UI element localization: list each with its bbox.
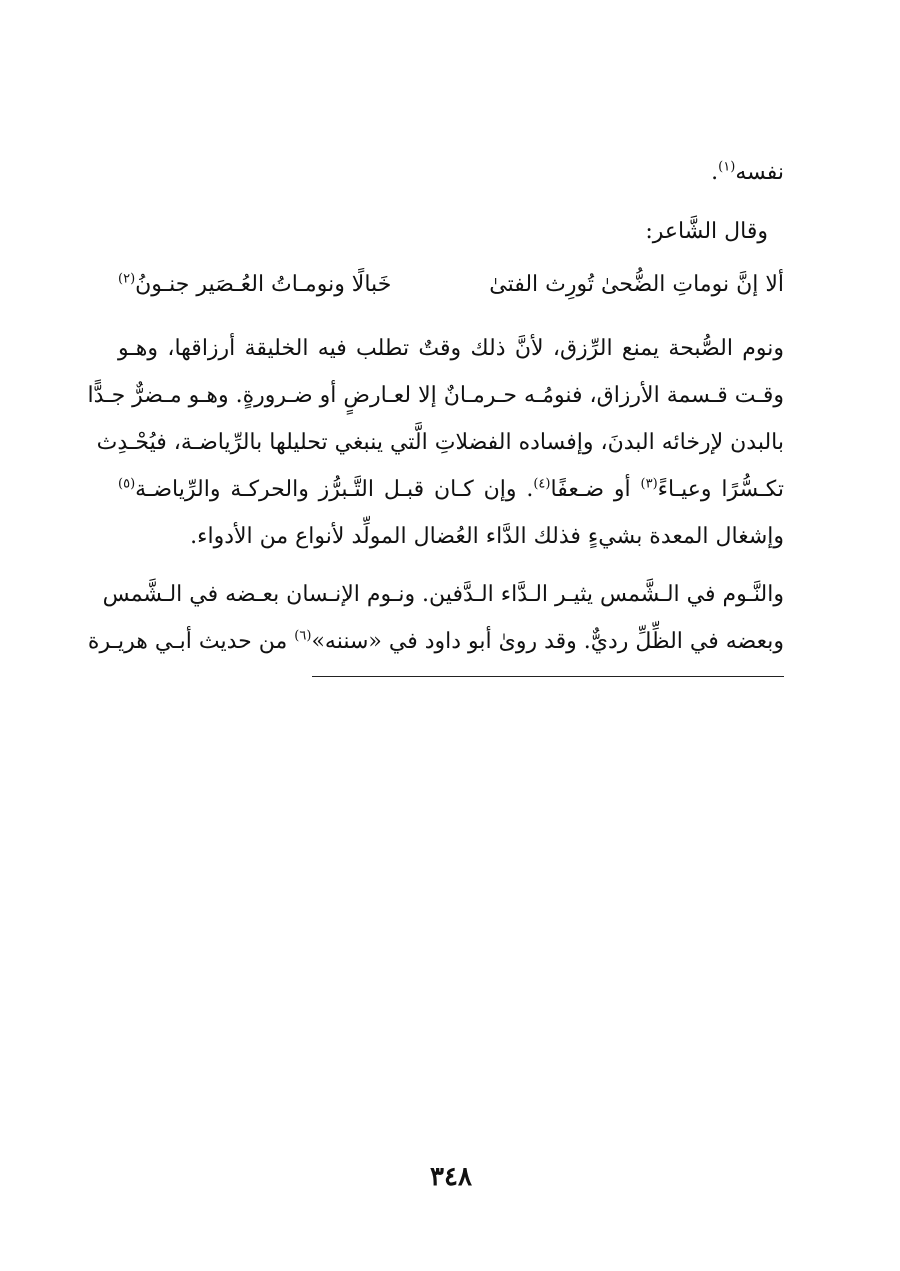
text-line-1: نفسه$^{(١)}$. bbox=[711, 159, 784, 185]
verse-hemistich-1: ألا إنَّ نوماتِ الضُّحىٰ تُورِث الفتىٰ bbox=[489, 272, 784, 297]
footnote-ref-2[interactable]: (٢) bbox=[118, 271, 136, 287]
text-line-2: وقال الشَّاعر: bbox=[645, 219, 768, 244]
paragraph-1-line-4: تكـسُّرًا وعيـاءً$^{(٣)}$ أو ضـعفًا$^{(٤)}$. وإن كـان قبـل التَّـبرُّز والحركـة والرِّياضـة$^{(٥)}$ bbox=[118, 476, 784, 502]
footnote-ref-4[interactable]: (٤) bbox=[533, 476, 551, 492]
page-number: ٣٤٨ bbox=[430, 1162, 472, 1192]
paragraph-1-line-2: وقـت قـسمة الأرزاق، فنومُـه حـرمـانٌ إلا لعـارضٍ أو ضـرورةٍ. وهـو مـضرٌّ جـدًّا bbox=[87, 383, 784, 408]
paragraph-1-line-5: وإشغال المعدة بشيءٍ فذلك الدَّاء العُضال المولِّد لأنواع من الأدواء. bbox=[190, 524, 784, 549]
paragraph-2-line-1: والنَّـوم في الـشَّمس يثيـر الـدَّاء الـدَّفين. ونـوم الإنـسان بعـضه في الـشَّمس bbox=[102, 582, 784, 607]
paragraph-1-line-1: ونوم الصُّبحة يمنع الرِّزق، لأنَّ ذلك وقتٌ تطلب فيه الخليقة أرزاقها، وهـو bbox=[118, 336, 784, 361]
footnote-ref-5[interactable]: (٥) bbox=[118, 476, 136, 492]
book-page bbox=[87, 0, 784, 1271]
poetry-verse bbox=[118, 270, 784, 300]
footnote-ref-3[interactable]: (٣) bbox=[640, 476, 658, 492]
footnote-separator bbox=[312, 676, 784, 677]
paragraph-2-line-2: وبعضه في الظِّلِّ رديٌّ. وقد روىٰ أبو داود في «سننه»$^{(٦)}$ من حديث أبـي هريـرة bbox=[87, 628, 784, 654]
footnote-ref-6[interactable]: (٦) bbox=[294, 628, 312, 644]
paragraph-1-line-3: بالبدن لإرخائه البدنَ، وإفساده الفضلاتِ الَّتي ينبغي تحليلها بالرِّياضـة، فيُحْـدِث bbox=[96, 430, 784, 455]
footnote-ref-1[interactable]: (١) bbox=[718, 159, 736, 175]
verse-hemistich-2: خَبالًا ونومـاتُ العُـصَير جنـونُ$^{(٢)}$ bbox=[118, 271, 392, 297]
